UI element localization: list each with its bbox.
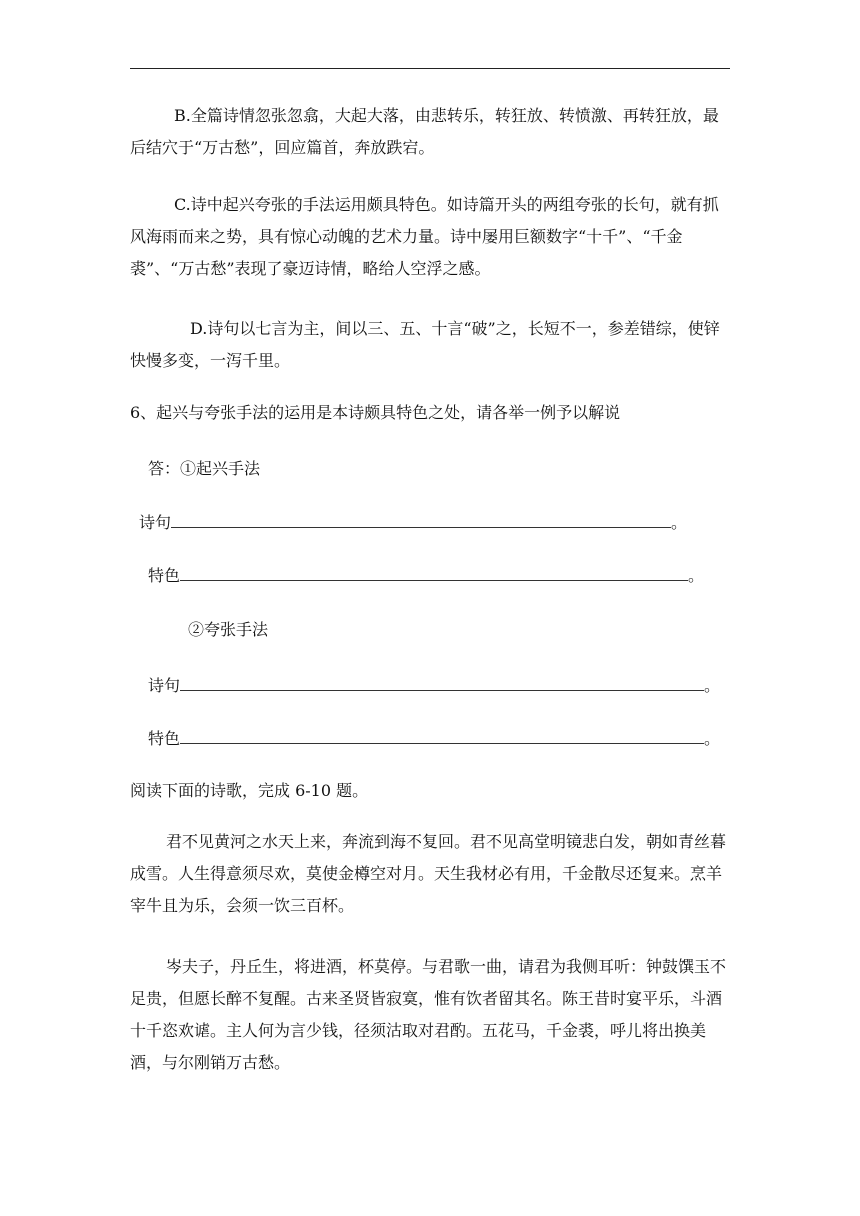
option-b: B.全篇诗情忽张忽翕，大起大落，由悲转乐，转狂放、转愤激、再转狂放，最后结穴于“万古愁”，回应篇首，奔放跌宕。 — [130, 106, 719, 157]
poem-paragraph-1: 君不见黄河之水天上来，奔流到海不复回。君不见高堂明镜悲白发，朝如青丝暮成雪。人生得意须尽欢，莫使金樽空对月。天生我材必有用，千金散尽还复来。烹羊宰牛且为乐，会须一饮三百杯。 — [130, 832, 727, 915]
reading-instruction: 阅读下面的诗歌，完成 6-10 题。 — [130, 781, 369, 800]
end-mark: 。 — [704, 729, 721, 748]
option-c: C.诗中起兴夸张的手法运用颇具特色。如诗篇开头的两组夸张的长句，就有抓风海雨而来之势，具有惊心动魄的艺术力量。诗中屡用巨额数字“十千”、“千金裘”、“万古愁”表现了豪迈诗情，略给人空浮之感。 — [130, 195, 719, 278]
end-mark: 。 — [688, 566, 705, 585]
part1-line-blank[interactable] — [171, 510, 671, 528]
part2-line-blank[interactable] — [180, 673, 704, 691]
part1-feature-label: 特色 — [148, 566, 181, 585]
part2-feature-blank[interactable] — [180, 726, 704, 744]
end-mark: 。 — [704, 676, 721, 695]
question-6-prompt: 6、起兴与夸张手法的运用是本诗颇具特色之处，请各举一例予以解说 — [130, 403, 621, 422]
part1-line-row — [139, 510, 687, 535]
part2-feature-row — [148, 726, 720, 751]
part2-feature-label: 特色 — [148, 729, 181, 748]
option-d: D.诗句以七言为主，间以三、五、十言“破”之，长短不一，参差错综，使锌快慢多变，一泻千里。 — [130, 319, 720, 370]
part2-line-row — [148, 673, 720, 698]
part1-feature-blank[interactable] — [180, 563, 688, 581]
header-rule — [130, 68, 730, 69]
part1-line-label: 诗句 — [139, 513, 172, 532]
part1-feature-row — [148, 563, 704, 588]
end-mark: 。 — [671, 513, 688, 532]
part2-label: ②夸张手法 — [188, 620, 269, 639]
part2-line-label: 诗句 — [148, 676, 181, 695]
poem-paragraph-2: 岑夫子，丹丘生，将进酒，杯莫停。与君歌一曲，请君为我侧耳听：钟鼓馔玉不足贵，但愿长醉不复醒。古来圣贤皆寂寞，惟有饮者留其名。陈王昔时宴平乐，斗酒十千恣欢谑。主人何为言少钱，径须沽取对君酌。五花马，千金裘，呼儿将出换美酒，与尔刚销万古愁。 — [130, 957, 727, 1072]
answer-label: 答：①起兴手法 — [148, 459, 261, 478]
